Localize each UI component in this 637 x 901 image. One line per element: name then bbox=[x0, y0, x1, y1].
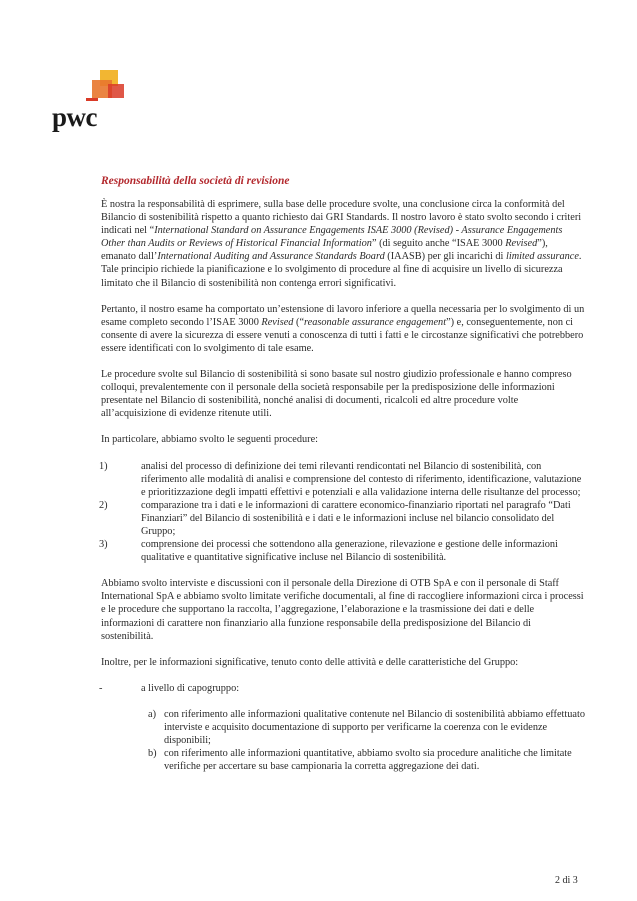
list-item: a) con riferimento alle informazioni qualitative contenute nel Bilancio di sostenibilità abbiamo effettuato interviste e acquisito documentazione di supporto per verificarne la coerenza con le evidenze disponibili; bbox=[148, 708, 585, 747]
list-item: 1) analisi del processo di definizione dei temi rilevanti rendicontati nel Bilancio di sostenibilità, con riferimento alle modalità di analisi e comprensione del contesto di riferimento, identificazione, valutazione e prioritizzazione degli impatti effettivi e potenziali e alla validazione interna delle risultanze del processo; bbox=[99, 460, 582, 498]
paragraph-significant-info: Inoltre, per le informazioni significative, tenuto conto delle attività e delle caratteristiche del Gruppo: bbox=[101, 656, 519, 668]
logo-square-red bbox=[108, 84, 124, 98]
list-item: 2) comparazione tra i dati e le informazioni di carattere economico-finanziario riportati nel paragrafo “Dati Finanziari” del Bilancio di sostenibilità e i dati e le informazioni incluse nel bilancio consolidato del Gruppo; bbox=[99, 499, 571, 537]
sub-list bbox=[101, 708, 585, 773]
logo-wordmark: pwc bbox=[52, 102, 97, 132]
document-body bbox=[101, 198, 585, 773]
paragraph-interviews: Abbiamo svolto interviste e discussioni con il personale della Direzione di OTB SpA e con il personale di Staff International SpA e abbiamo svolto limitate verifiche documentali, al fine di raccogliere informazioni circa i processi e le procedure che supportano la raccolta, l’aggregazione, l’elaborazione e la trasmissione dei dati e delle informazioni di carattere non finanziario alla funzione responsabile della predisposizione del Bilancio di sostenibilità. bbox=[101, 578, 584, 642]
list-item: 3) comprensione dei processi che sottendono alla generazione, rilevazione e gestione delle informazioni qualitative e quantitative significative incluse nel Bilancio di sostenibilità. bbox=[99, 539, 558, 564]
page-number: 2 di 3 bbox=[555, 875, 578, 886]
paragraph-procedures-intro: In particolare, abbiamo svolto le seguenti procedure: bbox=[101, 434, 319, 446]
pwc-logo bbox=[52, 66, 132, 136]
section-heading: Responsabilità della società di revisione bbox=[101, 175, 290, 187]
paragraph-scope: Pertanto, il nostro esame ha comportato un’estensione di lavoro inferiore a quella necessaria per lo svolgimento di un esame completo secondo l’ISAE 3000 Revised (“reasonable assurance engagement”) e, conseguentemente, non ci consente di avere la sicurezza di essere venuti a conoscenza di tutti i fatti e le circostanze significativi che potrebbero essere identificati con lo svolgimento di tale esame. bbox=[101, 303, 585, 354]
procedures-list bbox=[101, 460, 585, 565]
paragraph-procedures-basis: Le procedure svolte sul Bilancio di sostenibilità si sono basate sul nostro giudizio professionale e hanno compreso colloqui, prevalentemente con il personale della società responsabile per la predisposizione delle informazioni presentate nel Bilancio di sostenibilità, nonché analisi di documenti, ricalcoli ed altre procedure volte all’acquisizione di evidenze ritenute utili. bbox=[101, 369, 572, 420]
group-level-item: - a livello di capogruppo: bbox=[99, 682, 240, 694]
logo-underline bbox=[86, 98, 98, 101]
paragraph-responsibility: È nostra la responsabilità di esprimere, sulla base delle procedure svolte, una conclusione circa la conformità del Bilancio di sostenibilità rispetto a quanto richiesto dai GRI Standards. Il nostro lavoro è stato svolto secondo i criteri indicati nel “International Standard on Assurance Engagements ISAE 3000 (Revised) - Assurance Engagements Other than Audits or Reviews of Historical Financial Information” (di seguito anche “ISAE 3000 Revised”), emanato dall’International Auditing and Assurance Standards Board (IAASB) per gli incarichi di limited assurance. Tale principio richiede la pianificazione e lo svolgimento di procedure al fine di acquisire un livello di sicurezza limitato che il Bilancio di sostenibilità non contenga errori significativi. bbox=[101, 199, 582, 289]
list-item: b) con riferimento alle informazioni quantitative, abbiamo svolto sia procedure analitiche che limitate verifiche per accertare su base campionaria la corretta aggregazione dei dati. bbox=[148, 748, 572, 773]
